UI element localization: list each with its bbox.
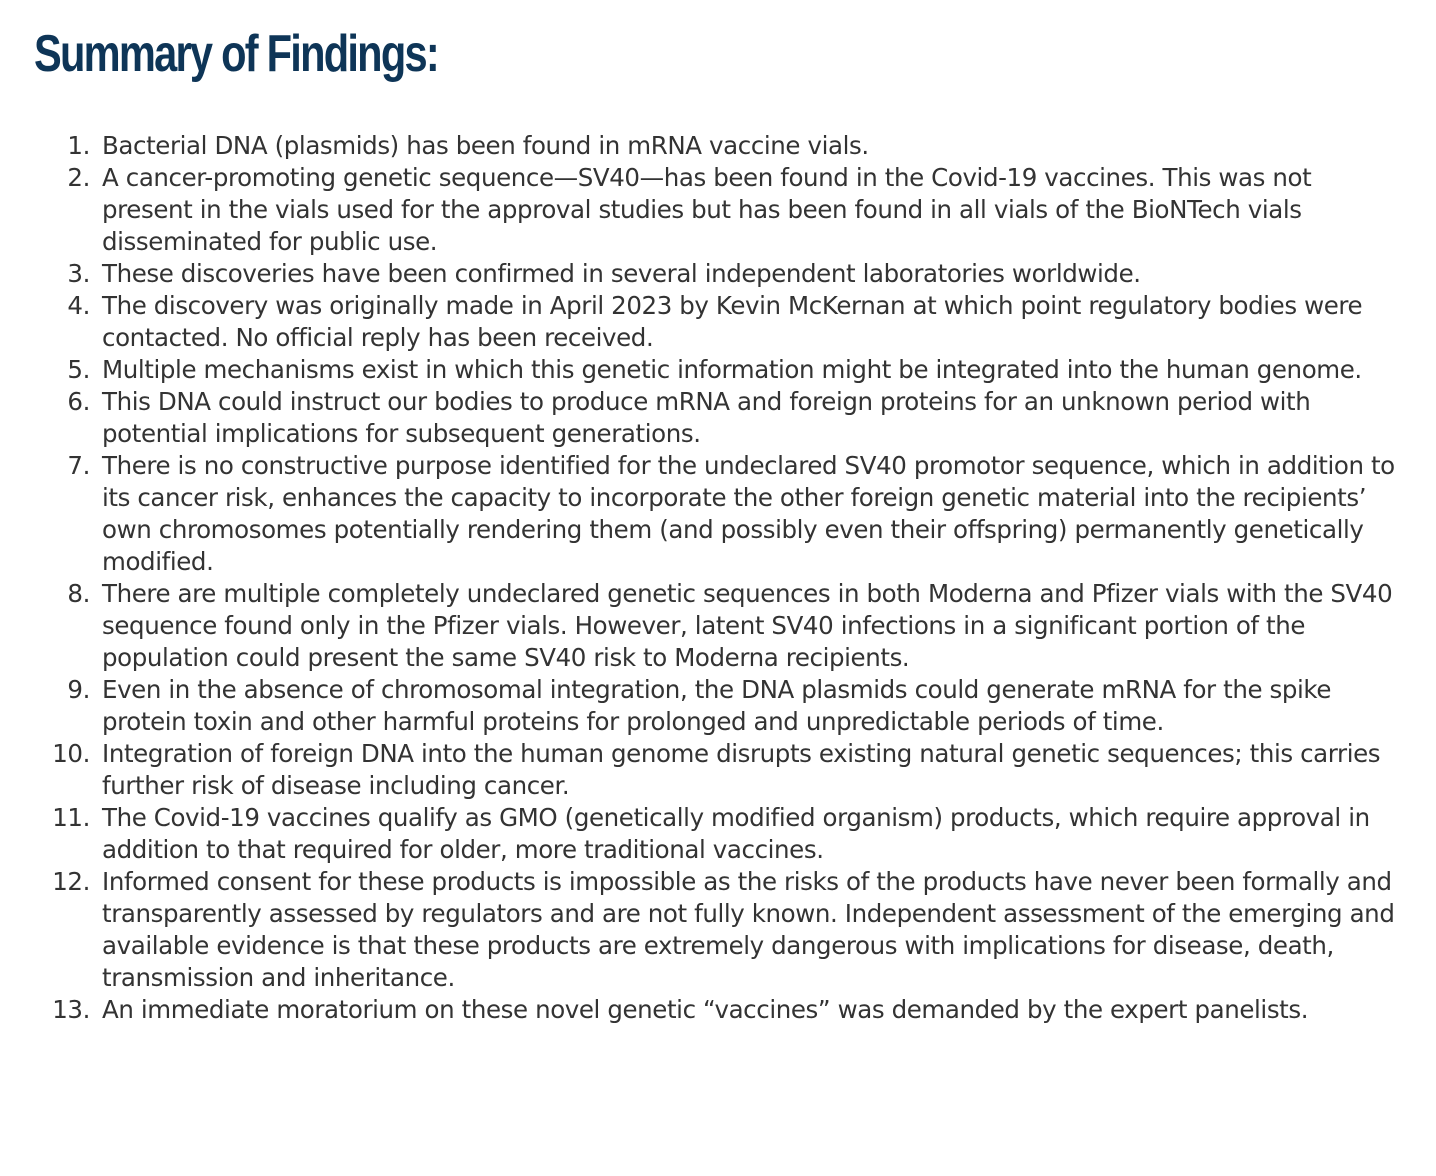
findings-list: [0, 130, 1436, 1026]
finding-item-3: [0, 258, 1436, 290]
page-title: Summary of Findings:: [34, 25, 438, 83]
finding-number: 13.: [52, 995, 90, 1024]
finding-text: There is no constructive purpose identified for the undeclared SV40 promotor sequence, which in addition to its cancer risk, enhances the capacity to incorporate the other foreign genetic material into the recipients’ own chromosomes potentially rendering them (and possibly even their offspring) permanently genetically modified.: [102, 451, 1395, 576]
finding-item-8: [0, 578, 1436, 674]
finding-item-1: [0, 130, 1436, 162]
finding-number: 10.: [52, 739, 90, 768]
finding-text: Informed consent for these products is impossible as the risks of the products have never been formally and transparently assessed by regulators and are not fully known. Independent assessment of the emerging and available evidence is that these products are extremely dangerous with implications for disease, death, transmission and inheritance.: [102, 867, 1395, 992]
finding-number: 3.: [67, 259, 90, 288]
finding-text: The discovery was originally made in April 2023 by Kevin McKernan at which point regulatory bodies were contacted. No official reply has been received.: [102, 291, 1363, 352]
finding-item-7: [0, 450, 1436, 578]
finding-text: These discoveries have been confirmed in several independent laboratories worldwide.: [102, 259, 1141, 288]
finding-text: Integration of foreign DNA into the human genome disrupts existing natural genetic sequences; this carries further risk of disease including cancer.: [102, 739, 1381, 800]
finding-number: 4.: [67, 291, 90, 320]
finding-number: 12.: [52, 867, 90, 896]
finding-number: 9.: [67, 675, 90, 704]
finding-number: 8.: [67, 579, 90, 608]
finding-text: An immediate moratorium on these novel genetic “vaccines” was demanded by the expert panelists.: [102, 995, 1309, 1024]
finding-number: 7.: [67, 451, 90, 480]
finding-text: There are multiple completely undeclared genetic sequences in both Moderna and Pfizer vials with the SV40 sequence found only in the Pfizer vials. However, latent SV40 infections in a significant portion of the population could present the same SV40 risk to Moderna recipients.: [102, 579, 1393, 672]
finding-text: This DNA could instruct our bodies to produce mRNA and foreign proteins for an unknown period with potential implications for subsequent generations.: [102, 387, 1311, 448]
finding-text: Bacterial DNA (plasmids) has been found in mRNA vaccine vials.: [102, 131, 869, 160]
finding-text: Multiple mechanisms exist in which this genetic information might be integrated into the human genome.: [102, 355, 1362, 384]
finding-item-2: [0, 162, 1436, 258]
finding-number: 1.: [67, 131, 90, 160]
finding-item-6: [0, 386, 1436, 450]
finding-item-10: [0, 738, 1436, 802]
finding-text: The Covid-19 vaccines qualify as GMO (genetically modified organism) products, which require approval in addition to that required for older, more traditional vaccines.: [102, 803, 1370, 864]
finding-item-4: [0, 290, 1436, 354]
finding-item-12: [0, 866, 1436, 994]
finding-number: 11.: [52, 803, 90, 832]
finding-number: 5.: [67, 355, 90, 384]
finding-text: Even in the absence of chromosomal integration, the DNA plasmids could generate mRNA for the spike protein toxin and other harmful proteins for prolonged and unpredictable periods of time.: [102, 675, 1332, 736]
finding-number: 2.: [67, 163, 90, 192]
finding-item-11: [0, 802, 1436, 866]
finding-item-9: [0, 674, 1436, 738]
finding-number: 6.: [67, 387, 90, 416]
finding-item-5: [0, 354, 1436, 386]
finding-text: A cancer-promoting genetic sequence—SV40—has been found in the Covid-19 vaccines. This was not present in the vials used for the approval studies but has been found in all vials of the BioNTech vials disseminated for public use.: [102, 163, 1312, 256]
finding-item-13: [0, 994, 1436, 1026]
